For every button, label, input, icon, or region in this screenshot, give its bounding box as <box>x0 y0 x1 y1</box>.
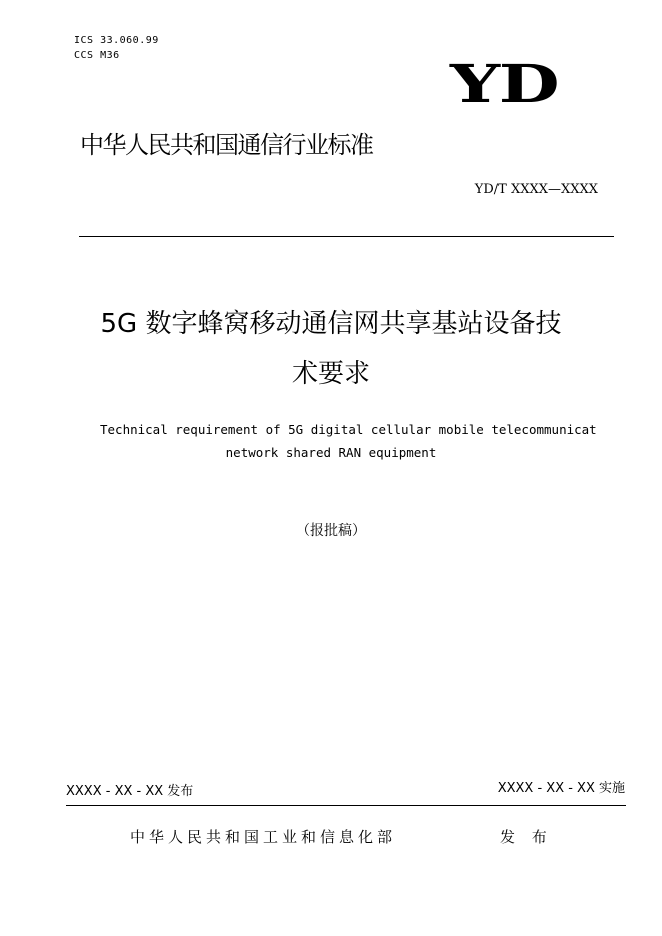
title-en-line2: network shared RAN equipment <box>225 445 437 460</box>
issue-label: 发 布 <box>500 828 553 846</box>
publish-date: XXXX - XX - XX 发布 <box>66 784 194 799</box>
standard-category: 中华人民共和国通信行业标准 <box>80 131 373 159</box>
standard-number: YD/T XXXX—XXXX <box>474 182 598 197</box>
ccs-code: CCS M36 <box>74 50 120 61</box>
header-divider <box>79 236 614 237</box>
title-en-line1: Technical requirement of 5G digital cellular mobile telecommunicat <box>100 422 597 437</box>
document-codes <box>74 33 159 63</box>
title-zh-line1: 5G 数字蜂窝移动通信网共享基站设备技 <box>100 309 562 339</box>
title-zh-line2: 术要求 <box>291 359 370 389</box>
ics-code: ICS 33.060.99 <box>74 35 159 46</box>
implement-date: XXXX - XX - XX 实施 <box>497 781 625 796</box>
yd-logo: YD <box>450 54 559 115</box>
draft-status: （报批稿） <box>296 523 366 539</box>
footer-divider <box>66 805 626 806</box>
issuing-authority: 中华人民共和国工业和信息化部 <box>130 828 397 846</box>
